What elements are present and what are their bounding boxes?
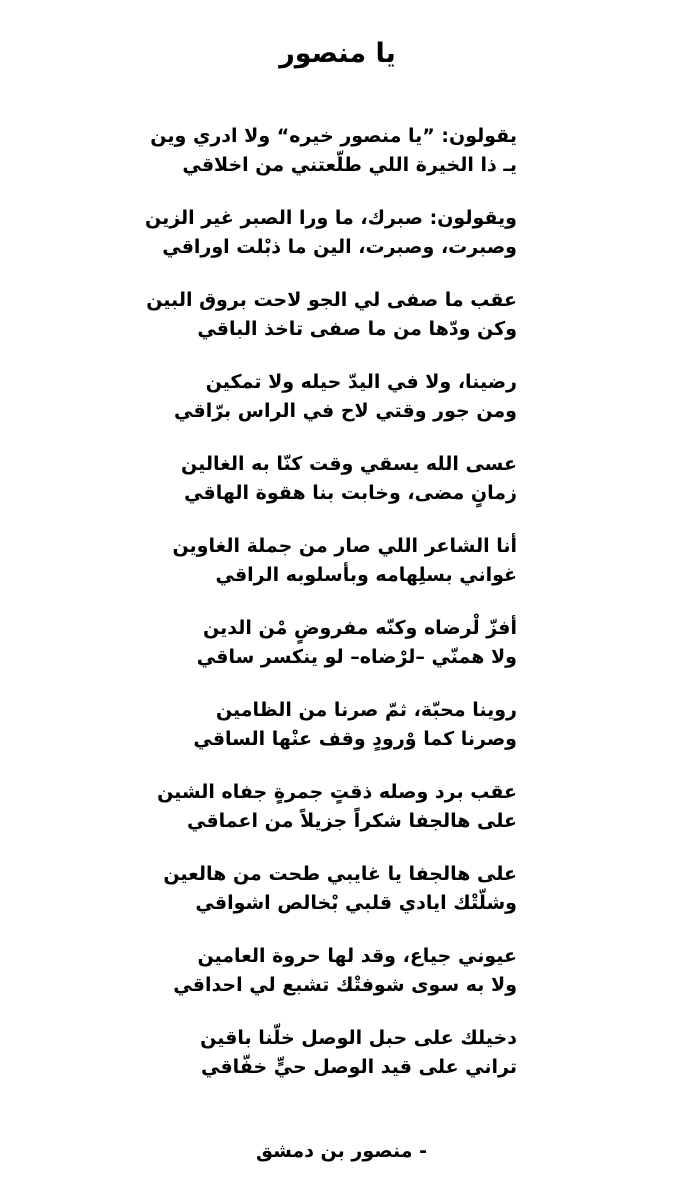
verse-line: يقولون: ”يا منصور خيره“ ولا ادري وين	[150, 125, 517, 147]
stanza-10	[97, 860, 517, 942]
poem-body	[97, 122, 517, 1106]
verse-line: تراني على قيد الوصل حيٍّ خفّاقي	[201, 1056, 517, 1078]
stanza-12	[97, 1024, 517, 1106]
verse-line: غواني بسلِهامه وبأسلوبه الراقي	[215, 564, 517, 586]
stanza-3	[97, 286, 517, 368]
stanza-1	[97, 122, 517, 204]
verse-line: عسى الله يسقي وقت كنّا به الغالين	[181, 453, 517, 475]
verse-line: أنا الشاعر اللي صار من جملة الغاوين	[172, 535, 517, 557]
stanza-4	[97, 368, 517, 450]
verse-line: وشلّتْك ايادي قلبي بْخالص اشواقي	[195, 892, 517, 914]
verse-line: أفزّ لْرضاه وكنّه مفروضٍ مْن الدين	[203, 617, 517, 639]
verse-line: دخيلك على حبل الوصل خلّنا باقين	[200, 1027, 517, 1049]
verse-line: وصرنا كما وْرودٍ وقف عنْها الساقي	[193, 728, 517, 750]
poet-signature: - منصور بن دمشق	[255, 1140, 427, 1162]
verse-line: روينا محبّة، ثمّ صرنا من الظامين	[215, 699, 517, 721]
verse-line: ومن جور وقتي لاح في الراس برّاقي	[174, 400, 517, 422]
verse-line: عقب ما صفى لي الجو لاحت بروق البين	[146, 289, 517, 311]
stanza-5	[97, 450, 517, 532]
verse-line: على هالجفا يا غايبي طحت من هالعين	[163, 863, 517, 885]
verse-line: ولا همنّي –لرْضاه– لو ينكسر ساقي	[196, 646, 517, 668]
verse-line: وكن ودّها من ما صفى تاخذ الباقي	[197, 318, 517, 340]
verse-line: على هالجفا شكراً جزيلاً من اعماقي	[186, 810, 517, 832]
stanza-9	[97, 778, 517, 860]
stanza-11	[97, 942, 517, 1024]
verse-line: يـ ذا الخيرة اللي طلّعتني من اخلاقي	[182, 154, 517, 176]
verse-line: ولا به سوى شوفتْك تشبع لي احداقي	[173, 974, 517, 996]
verse-line: عقب برد وصله ذقتٍ جمرةٍ جفاه الشين	[157, 781, 517, 803]
verse-line: رضينا، ولا في اليدّ حيله ولا تمكين	[205, 371, 517, 393]
verse-line: وصبرت، وصبرت، الين ما ذبْلت اوراقي	[162, 236, 517, 258]
stanza-6	[97, 532, 517, 614]
verse-line: عيوني جياع، وقد لها حروة العامين	[197, 945, 517, 967]
verse-line: ويقولون: صبرك، ما ورا الصبر غير الزين	[144, 207, 517, 229]
stanza-2	[97, 204, 517, 286]
stanza-8	[97, 696, 517, 778]
verse-line: زمانٍ مضى، وخابت بنا هقوة الهاقي	[184, 482, 517, 504]
poem-title: يا منصور	[279, 38, 396, 69]
stanza-7	[97, 614, 517, 696]
